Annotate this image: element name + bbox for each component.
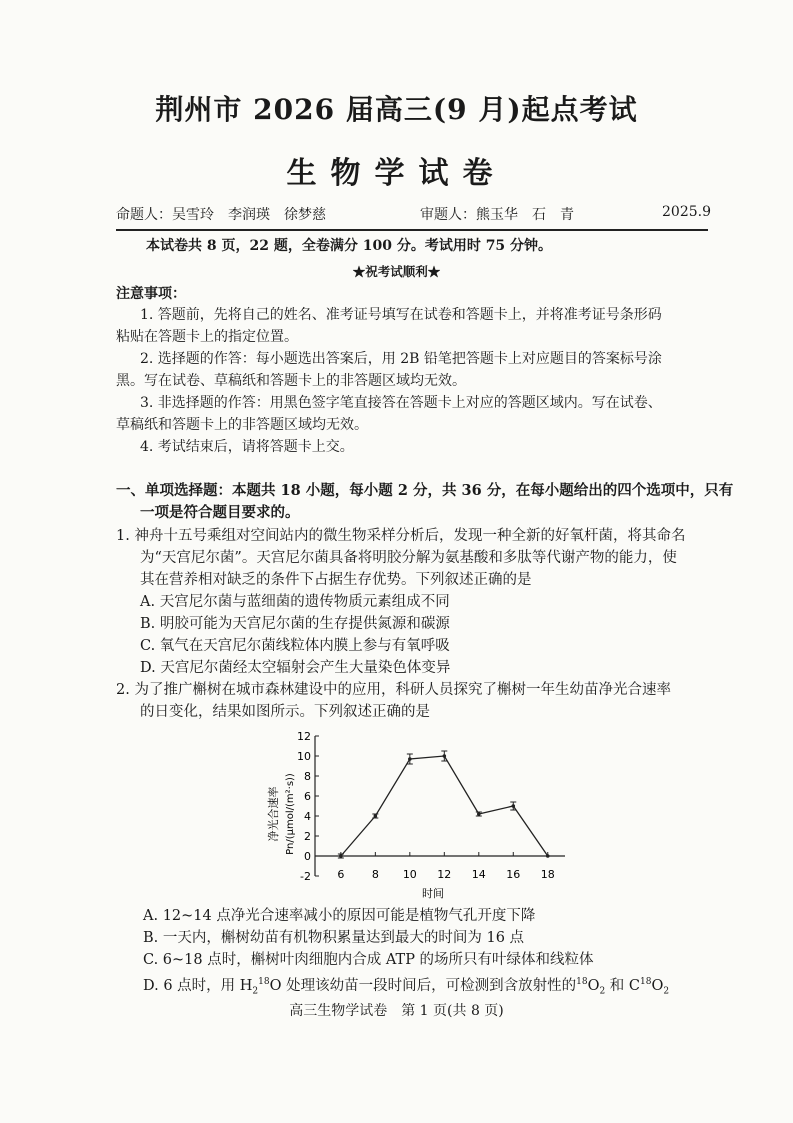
authors: 命题人：吴雪玲 李润瑛 徐梦慈 — [116, 207, 326, 223]
q2-stem: 2. 为了推广槲树在城市森林建设中的应用，科研人员探究了槲树一年生幼苗净光合速率 — [116, 682, 671, 698]
q1-stem: 其在营养相对缺乏的条件下占据生存优势。下列叙述正确的是 — [140, 572, 532, 588]
data-point — [477, 812, 481, 816]
y-tick-label: 2 — [304, 830, 311, 843]
data-point — [374, 814, 378, 818]
y-axis-label-line1: 净光合速率 — [267, 786, 280, 842]
q2-option-c: C. 6~18 点时，槲树叶肉细胞内合成 ATP 的场所只有叶绿体和线粒体 — [143, 952, 594, 968]
notice-title: 注意事项： — [116, 286, 186, 302]
y-tick-label: 6 — [304, 790, 311, 803]
y-tick-label: 0 — [304, 850, 311, 863]
blessing: ★祝考试顺利★ — [352, 264, 441, 279]
notice-line: 1. 答题前，先将自己的姓名、准考证号填写在试卷和答题卡上，并将准考证号条形码 — [140, 307, 662, 323]
x-tick-label: 16 — [506, 868, 521, 881]
y-axis-label-line2: Pn/(μmol/(m²·s)) — [285, 773, 296, 855]
notice-line: 4. 考试结束后，请将答题卡上交。 — [140, 439, 354, 455]
y-tick-label: 10 — [297, 750, 311, 763]
x-tick-label: 6 — [337, 868, 345, 881]
notice-line: 3. 非选择题的作答：用黑色签字笔直接答在答题卡上对应的答题区域内。写在试卷、 — [140, 395, 662, 411]
exam-date: 2025.9 — [662, 204, 711, 220]
chart-series — [338, 751, 550, 858]
data-point — [339, 854, 343, 858]
q1-option-d: D. 天宫尼尔菌经太空辐射会产生大量染色体变异 — [140, 660, 451, 676]
data-point — [443, 754, 447, 758]
series-line — [341, 756, 548, 856]
q1-option-a: A. 天宫尼尔菌与蓝细菌的遗传物质元素组成不同 — [140, 594, 450, 610]
chart-ticks — [297, 730, 555, 883]
q1-option-b: B. 明胶可能为天宫尼尔菌的生存提供氮源和碳源 — [140, 616, 450, 632]
x-tick-label: 8 — [371, 868, 379, 881]
q2-option-b: B. 一天内，槲树幼苗有机物积累量达到最大的时间为 16 点 — [143, 930, 525, 946]
exam-subtitle: 生物学试卷 — [286, 156, 507, 191]
notice-line: 草稿纸和答题卡上的非答题区域均无效。 — [116, 417, 368, 433]
x-axis-label: 时间 — [422, 887, 444, 900]
q2-option-d: D. 6 点时，用 $H_2^{18}O$ 处理该幼苗一段时间后，可检测到含放射性的$^{18}O_2$ 和 $C^{18}O_2$ — [143, 977, 670, 997]
notice-line: 黑。写在试卷、草稿纸和答题卡上的非答题区域均无效。 — [116, 373, 466, 389]
y-tick-label: 8 — [304, 770, 311, 783]
q1-stem: 1. 神舟十五号乘组对空间站内的微生物采样分析后，发现一种全新的好氧杆菌，将其命名 — [116, 528, 686, 544]
data-point — [511, 804, 515, 808]
notice-line: 2. 选择题的作答：每小题选出答案后，用 2B 铅笔把答题卡上对应题目的答案标号涂 — [140, 351, 662, 367]
page-footer: 高三生物学试卷 第 1 页(共 8 页) — [289, 1003, 504, 1019]
section-heading: 一、单项选择题：本题共 18 小题，每小题 2 分，共 36 分，在每小题给出的四个选项中，只有 — [116, 482, 734, 499]
q1-option-c: C. 氧气在天宫尼尔菌线粒体内膜上参与有氧呼吸 — [140, 638, 450, 654]
x-tick-label: 10 — [402, 868, 417, 881]
q1-stem: 为“天宫尼尔菌”。天宫尼尔菌具备将明胶分解为氨基酸和多肽等代谢产物的能力，使 — [140, 550, 677, 566]
notice-line: 粘贴在答题卡上的指定位置。 — [116, 329, 298, 345]
reviewers: 审题人：熊玉华 石 青 — [420, 207, 574, 223]
y-tick-label: -2 — [300, 870, 311, 883]
x-tick-label: 14 — [471, 868, 486, 881]
data-point — [408, 757, 412, 761]
exam-title: 荆州市 2026 届高三(9 月)起点考试 — [155, 93, 638, 126]
q2-option-a: A. 12~14 点净光合速率减小的原因可能是植物气孔开度下降 — [143, 908, 536, 924]
y-axis-label — [266, 773, 296, 855]
header-divider — [116, 229, 708, 231]
x-tick-label: 18 — [540, 868, 555, 881]
exam-summary: 本试卷共 8 页，22 题，全卷满分 100 分。考试用时 75 分钟。 — [146, 238, 553, 254]
q2-stem: 的日变化，结果如图所示。下列叙述正确的是 — [140, 704, 430, 720]
y-tick-label: 4 — [304, 810, 311, 823]
y-tick-label: 12 — [297, 730, 311, 743]
section-heading-cont: 一项是符合题目要求的。 — [140, 504, 300, 521]
x-tick-label: 12 — [437, 868, 452, 881]
data-point — [546, 854, 550, 858]
net-photosynthesis-chart — [255, 726, 585, 902]
